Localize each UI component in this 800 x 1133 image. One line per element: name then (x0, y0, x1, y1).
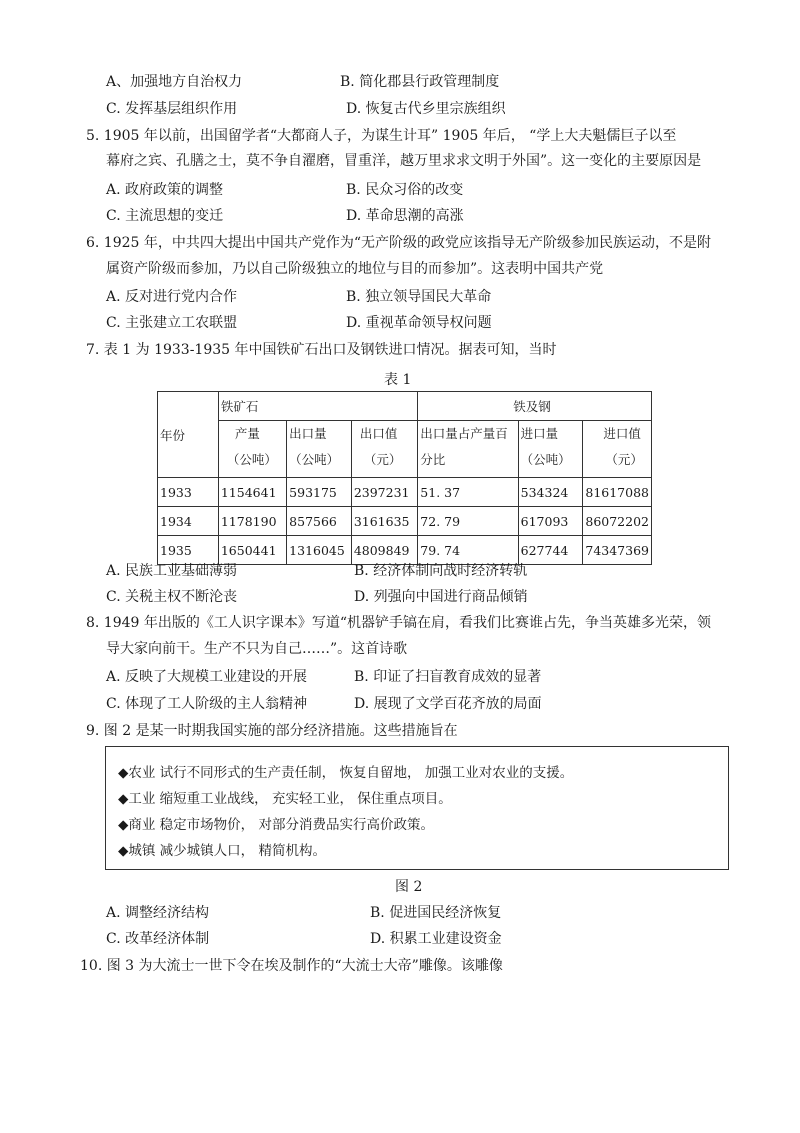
table-cell: 1933 (158, 478, 219, 507)
table-row (158, 478, 652, 507)
table-cell: 1650441 (218, 536, 286, 565)
q6-option-d: D. 重视革命领导权问题 (346, 315, 492, 331)
table-cell: 857566 (287, 507, 352, 536)
figure-2-item-industry: ◆工业 缩短重工业战线， 充实轻工业， 保住重点项目。 (118, 791, 452, 807)
table-header-import-value-unit: （元） (605, 452, 643, 467)
q5-stem-line2: 幕府之宾、孔膳之士，莫不争自濯磨，冒重洋，越万里求求文明于外国”。这一变化的主要原因是 (106, 153, 702, 169)
q5-option-b: B. 民众习俗的改变 (346, 182, 464, 198)
q9-option-b: B. 促进国民经济恢复 (370, 905, 502, 921)
q8-stem-line1: 8. 1949 年出版的《工人识字课本》写道“机器铲手镐在肩，看我们比赛谁占先，争当英雄多光荣，领 (86, 615, 712, 631)
table-header-export-value-label: 出口值 (359, 426, 398, 441)
q5-stem-line1: 5. 1905 年以前，出国留学者“大都商人子，为谋生计耳” 1905 年后， “学上大夫魁儒巨子以至 (86, 128, 677, 144)
table-cell: 3161635 (351, 507, 417, 536)
table-header-import-volume-unit: （公吨） (520, 452, 571, 467)
table-row (158, 507, 652, 536)
table-cell: 627744 (518, 536, 583, 565)
table-header-output-label: 产量 (234, 426, 260, 441)
q6-option-b: B. 独立领导国民大革命 (346, 289, 492, 305)
q8-option-c: C. 体现了工人阶级的主人翁精神 (106, 696, 308, 712)
table-header-export-volume-label: 出口量 (289, 426, 327, 441)
q9-option-c: C. 改革经济体制 (106, 931, 210, 947)
q4-option-a: A、加强地方自治权力 (106, 74, 243, 90)
table-header-export-volume (287, 421, 352, 478)
table-header-import-volume-label: 进口量 (520, 426, 559, 441)
table-header-year: 年份 (158, 392, 219, 478)
table-cell: 1316045 (287, 536, 352, 565)
q9-option-d: D. 积累工业建设资金 (370, 931, 502, 947)
table-header-output (218, 421, 286, 478)
q6-stem-line2: 属资产阶级而参加，乃以自己阶级独立的地位与目的而参加”。这表明中国共产党 (106, 261, 604, 277)
table-cell: 86072202 (583, 507, 652, 536)
table-cell: 81617088 (583, 478, 652, 507)
table-header-export-percent-label: 出口量占产量百 (420, 426, 508, 441)
table-1 (157, 391, 652, 565)
table-cell: 593175 (287, 478, 352, 507)
q7-stem-line1: 7. 表 1 为 1933-1935 年中国铁矿石出口及钢铁进口情况。据表可知，当时 (86, 342, 557, 358)
table-header-export-percent (418, 421, 518, 478)
table-cell: 1178190 (218, 507, 286, 536)
figure-2-item-towns: ◆城镇 减少城镇人口， 精简机构。 (118, 843, 326, 859)
q7-option-d: D. 列强向中国进行商品倾销 (354, 589, 528, 605)
table-header-export-percent-unit: 分比 (420, 452, 446, 467)
q9-stem-line1: 9. 图 2 是某一时期我国实施的部分经济措施。这些措施旨在 (86, 723, 458, 739)
q6-option-a: A. 反对进行党内合作 (106, 289, 238, 305)
table-group-iron-steel: 铁及钢 (418, 392, 652, 421)
table-header-import-volume (518, 421, 583, 478)
q5-option-d: D. 革命思潮的高涨 (346, 208, 464, 224)
table-cell: 617093 (518, 507, 583, 536)
q7-option-c: C. 关税主权不断沦丧 (106, 589, 238, 605)
figure-2-item-agriculture: ◆农业 试行不同形式的生产责任制， 恢复自留地， 加强工业对农业的支援。 (118, 765, 574, 781)
table-cell: 534324 (518, 478, 583, 507)
figure-2-item-commerce: ◆商业 稳定市场物价， 对部分消费品实行高价政策。 (118, 817, 434, 833)
table-header-export-value-unit: （元） (363, 452, 402, 467)
q4-option-d: D. 恢复古代乡里宗族组织 (346, 101, 506, 117)
table-cell: 79. 74 (418, 536, 518, 565)
table-cell: 72. 79 (418, 507, 518, 536)
table-header-export-value (351, 421, 417, 478)
q4-option-c: C. 发挥基层组织作用 (106, 101, 238, 117)
figure-2-box (105, 746, 729, 870)
table-cell: 1154641 (218, 478, 286, 507)
table-header-export-volume-unit: （公吨） (289, 452, 340, 467)
q8-option-a: A. 反映了大规模工业建设的开展 (106, 669, 308, 685)
table-cell: 1934 (158, 507, 219, 536)
table-cell: 2397231 (351, 478, 417, 507)
table-cell: 4809849 (351, 536, 417, 565)
table-header-import-value (583, 421, 652, 478)
q7-option-a: A. 民族工业基础薄弱 (106, 563, 238, 579)
q6-option-c: C. 主张建立工农联盟 (106, 315, 238, 331)
q8-option-d: D. 展现了文学百花齐放的局面 (354, 696, 542, 712)
q7-option-b: B. 经济体制向战时经济转轨 (354, 563, 528, 579)
figure-2-caption: 图 2 (395, 879, 423, 895)
q5-option-c: C. 主流思想的变迁 (106, 208, 224, 224)
table-header-output-unit: （公吨） (226, 452, 277, 467)
table-group-iron-ore: 铁矿石 (218, 392, 417, 421)
q4-option-b: B. 简化郡县行政管理制度 (340, 74, 500, 90)
table-header-import-value-label: 进口值 (603, 426, 641, 441)
table-1-caption: 表 1 (384, 372, 412, 388)
q6-stem-line1: 6. 1925 年，中共四大提出中国共产党作为“无产阶级的政党应该指导无产阶级参加民族运动，不是附 (86, 235, 712, 251)
q5-option-a: A. 政府政策的调整 (106, 182, 224, 198)
q8-option-b: B. 印证了扫盲教育成效的显著 (354, 669, 542, 685)
table-cell: 74347369 (583, 536, 652, 565)
q8-stem-line2: 导大家向前干。生产不只为自己……”。这首诗歌 (106, 641, 408, 657)
table-cell: 1935 (158, 536, 219, 565)
table-cell: 51. 37 (418, 478, 518, 507)
q9-option-a: A. 调整经济结构 (106, 905, 210, 921)
q10-stem-line1: 10. 图 3 为大流士一世下令在埃及制作的“大流士大帝”雕像。该雕像 (80, 958, 503, 974)
